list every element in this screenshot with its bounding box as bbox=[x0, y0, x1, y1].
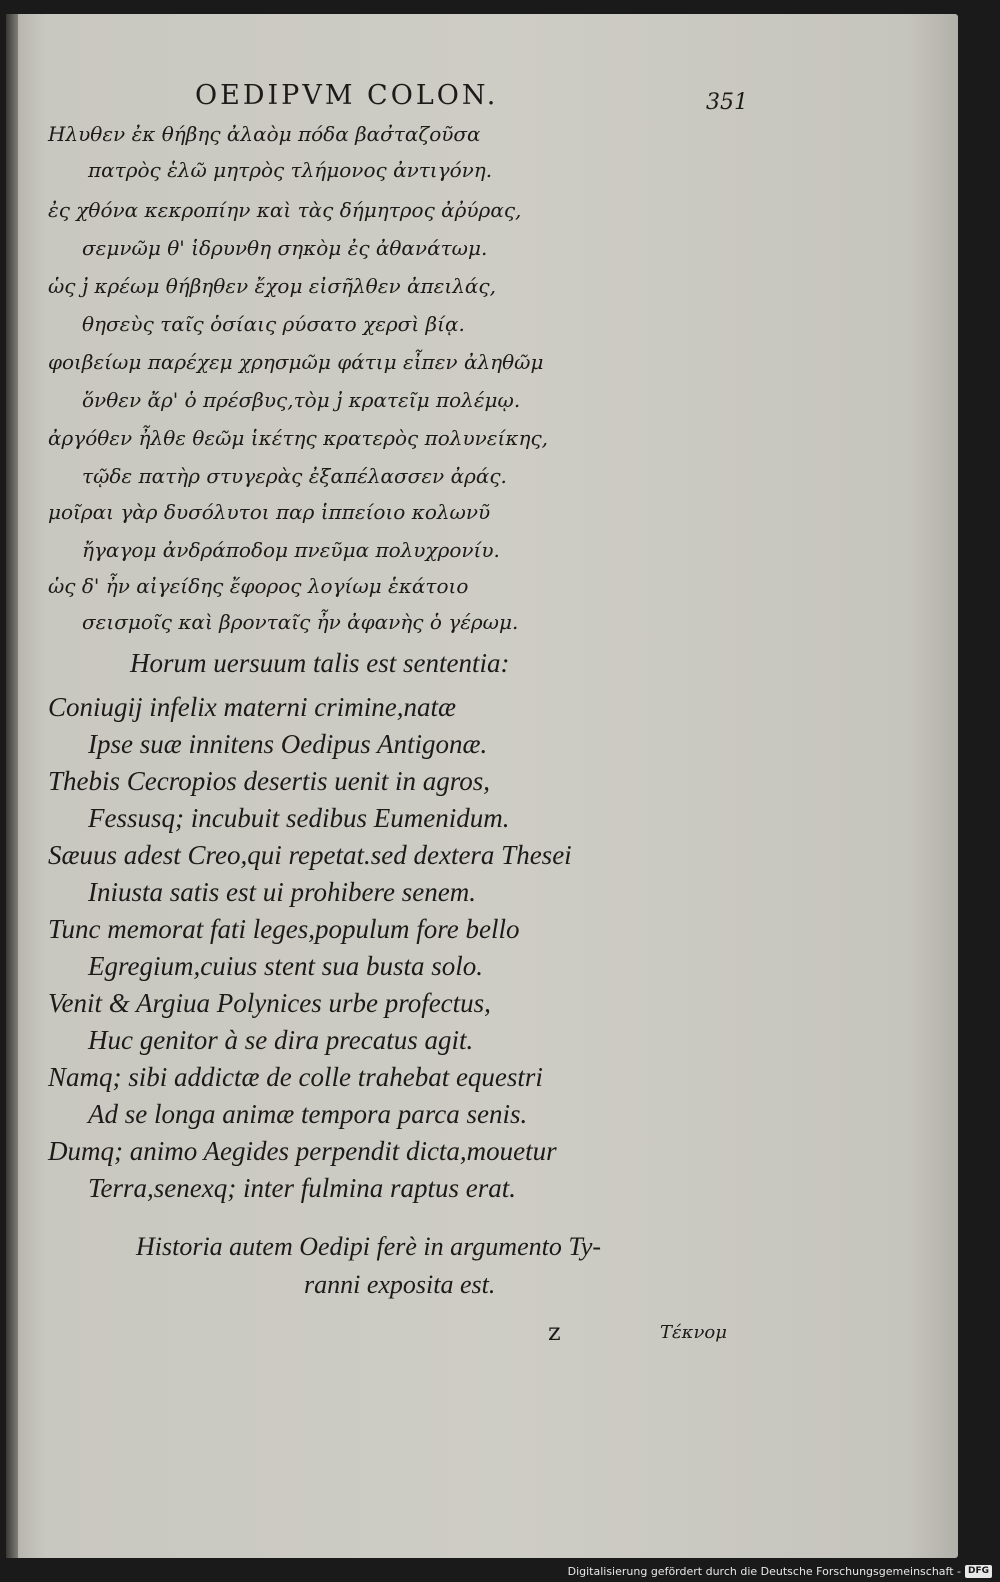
greek-verse: ἤγαγομ ἀνδράποδομ πνεῦμα πολυχρονίυ. bbox=[82, 538, 500, 562]
latin-verse: Coniugij infelix materni crimine,natæ bbox=[48, 692, 456, 722]
greek-verse: θησεὺς ταῖς ὁσίαις ρύσατο χερσὶ βίᾳ. bbox=[82, 312, 465, 336]
greek-verse: σεμνῶμ θ' ἱδρυνθη σηκὸμ ἐς ἀθανάτωμ. bbox=[82, 236, 488, 260]
greek-verse: ὡς ϳ̓ κρέωμ θήβηθεν ἔχομ εἰσῆλθεν ἀπειλάς, bbox=[48, 274, 496, 298]
greek-verse: μοῖραι γὰρ δυσόλυτοι παρ ἱππείοιο κολωνῦ bbox=[48, 500, 491, 524]
latin-verse: Ipse suæ innitens Oedipus Antigonæ. bbox=[88, 729, 488, 759]
latin-verse: Sæuus adest Creo,qui repetat.sed dextera Thesei bbox=[48, 840, 572, 870]
greek-verse: τῷδε πατὴρ στυγερὰς ἐξαπέλασσεν ἀράς. bbox=[82, 464, 507, 488]
latin-verse: Ad se longa animæ tempora parca senis. bbox=[88, 1099, 528, 1129]
latin-verse: Namq; sibi addictæ de colle trahebat equestri bbox=[48, 1062, 543, 1092]
closing-note-line: Historia autem Oedipi ferè in argumento Ty- bbox=[136, 1232, 602, 1261]
digitization-footer bbox=[568, 1563, 992, 1579]
greek-verse: ἐς χθόνα κεκροπίην καὶ τὰς δήμητρος ἀῤύρας, bbox=[48, 198, 522, 222]
page-number: 351 bbox=[706, 90, 748, 115]
latin-verse: Egregium,cuius stent sua busta solo. bbox=[88, 951, 483, 981]
greek-verse: φοιβείωμ παρέχεμ χρησμῶμ φάτιμ εἶπεν ἀληθῶμ bbox=[48, 350, 544, 374]
latin-verse: Venit & Argiua Polynices urbe profectus, bbox=[48, 988, 491, 1018]
translation-heading: Horum uersuum talis est sententia: bbox=[130, 648, 510, 678]
closing-note-line: ranni exposita est. bbox=[304, 1270, 496, 1299]
signature-mark: z bbox=[548, 1318, 561, 1346]
latin-verse: Dumq; animo Aegides perpendit dicta,mouetur bbox=[48, 1136, 557, 1166]
greek-verse: πατρὸς ἑλῶ μητρὸς τλήμονος ἀντιγόνη. bbox=[88, 158, 493, 182]
greek-verse: ἀργόθεν ἦλθε θεῶμ ἱκέτης κρατερὸς πολυνείκης, bbox=[48, 426, 549, 450]
latin-verse: Huc genitor à se dira precatus agit. bbox=[88, 1025, 474, 1055]
page-gutter-shadow bbox=[6, 14, 18, 1558]
footer-credit: Digitalisierung gefördert durch die Deutsche Forschungsgemeinschaft - bbox=[567, 1564, 961, 1578]
latin-verse: Fessusq; incubuit sedibus Eumenidum. bbox=[88, 803, 510, 833]
greek-verse: σεισμοῖς καὶ βρονταῖς ἦν ἀφανὴς ὁ γέρωμ. bbox=[82, 610, 519, 634]
latin-verse: Iniusta satis est ui prohibere senem. bbox=[88, 877, 476, 907]
latin-verse: Tunc memorat fati leges,populum fore bello bbox=[48, 914, 520, 944]
greek-verse: ὡς δ' ἦν αἰγείδης ἔφορος λογίωμ ἑκάτοιο bbox=[48, 574, 469, 598]
latin-verse: Terra,senexq; inter fulmina raptus erat. bbox=[88, 1173, 516, 1203]
greek-verse: ὅνθεν ἄρ' ὁ πρέσβυς,τὸμ ϳ̓ κρατεῖμ πολέμῳ. bbox=[82, 388, 521, 412]
greek-verse: Ηλυθεν ἐκ θήβης ἀλαὸμ πόδα βασ̓ταζοῦσα bbox=[48, 122, 481, 146]
latin-verse: Thebis Cecropios desertis uenit in agros, bbox=[48, 766, 490, 796]
dfg-logo: DFG bbox=[965, 1565, 992, 1578]
catchword: Τέκνομ bbox=[660, 1322, 727, 1343]
running-title: OEDIPVM COLON. bbox=[195, 80, 499, 111]
